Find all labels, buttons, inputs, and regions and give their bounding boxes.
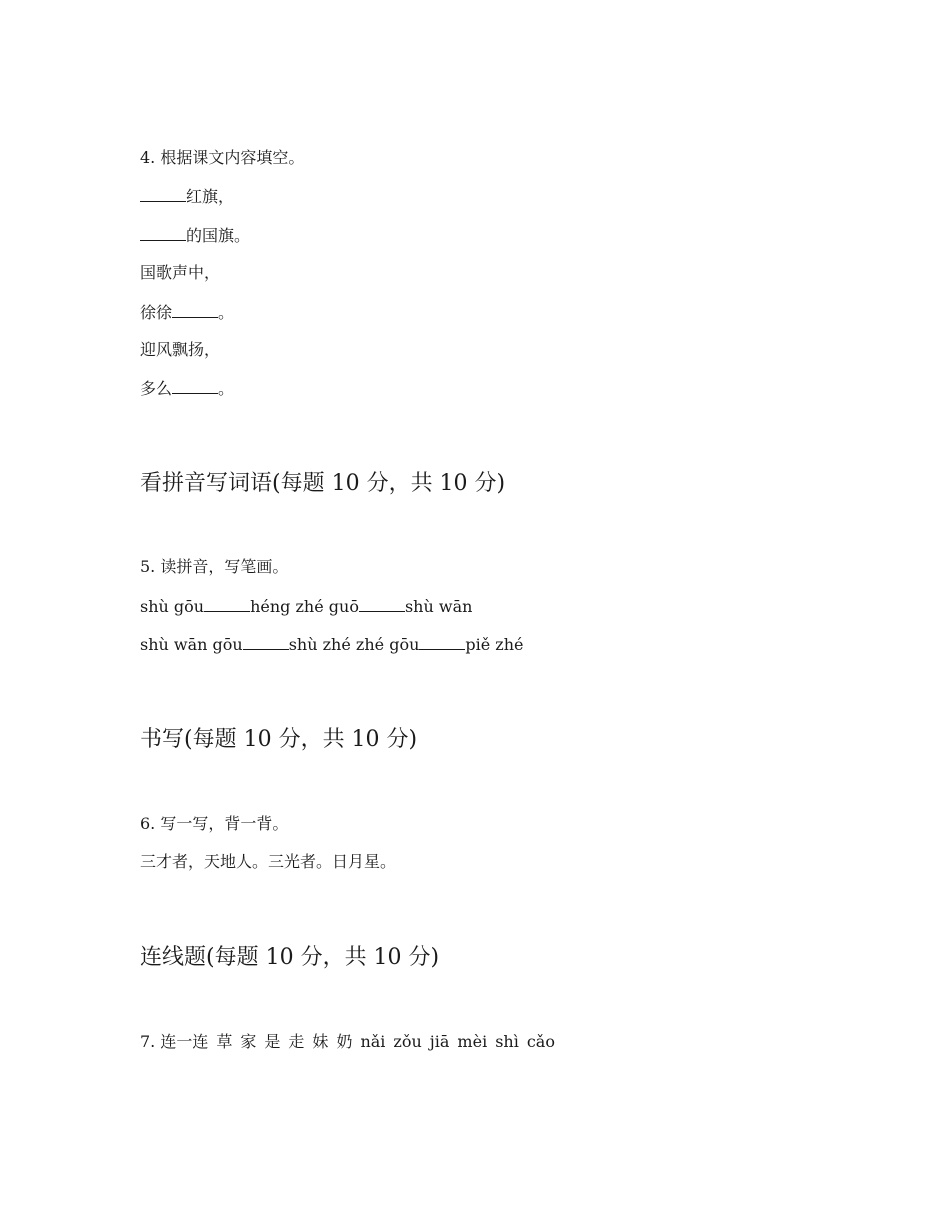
recite-text: 三才者，天地人。三光者。日月星。 <box>140 852 397 871</box>
stroke-row-1 <box>140 596 472 617</box>
pinyin-item: shù wān <box>404 597 473 616</box>
fill-line-3 <box>140 263 220 283</box>
pinyin-item: piě zhé <box>465 635 524 654</box>
match-pinyin[interactable]: jiā <box>429 1032 450 1051</box>
question-4-prompt: 4. 根据课文内容填空。 <box>140 148 305 167</box>
stroke-row-2 <box>140 634 524 655</box>
answer-blank[interactable] <box>172 378 218 394</box>
question-7-prompt: 7. 连一连 <box>140 1032 209 1051</box>
match-char[interactable]: 草 <box>216 1032 233 1051</box>
section-heading-writing: 书写(每题 10 分，共 10 分) <box>140 727 418 752</box>
answer-blank[interactable] <box>140 225 186 241</box>
match-char[interactable]: 奶 <box>336 1032 353 1051</box>
section-heading-pinyin: 看拼音写词语(每题 10 分，共 10 分) <box>140 471 506 496</box>
answer-blank[interactable] <box>140 186 186 202</box>
line-text: 迎风飘扬， <box>140 340 221 359</box>
fill-line-4 <box>140 302 234 323</box>
line-text-after: 的国旗。 <box>186 226 251 245</box>
match-char[interactable]: 是 <box>264 1032 281 1051</box>
fill-line-5 <box>140 340 220 360</box>
match-pinyin[interactable]: shì <box>495 1032 519 1051</box>
answer-blank[interactable] <box>359 596 405 612</box>
question-5-prompt: 5. 读拼音，写笔画。 <box>140 557 289 576</box>
match-char[interactable]: 走 <box>288 1032 305 1051</box>
answer-blank[interactable] <box>419 634 465 650</box>
match-char[interactable]: 妹 <box>312 1032 329 1051</box>
line-text-after: 。 <box>218 303 235 322</box>
match-pinyin[interactable]: zǒu <box>393 1032 422 1051</box>
match-pinyin[interactable]: mèi <box>457 1032 488 1051</box>
line-text: 国歌声中， <box>140 263 221 282</box>
line-text-before: 多么 <box>140 379 173 398</box>
pinyin-item: shù gōu <box>140 597 205 616</box>
fill-line-2 <box>140 225 250 246</box>
answer-blank[interactable] <box>204 596 250 612</box>
fill-line-6 <box>140 378 234 399</box>
section-heading-matching: 连线题(每题 10 分，共 10 分) <box>140 945 440 970</box>
line-text-before: 徐徐 <box>140 303 173 322</box>
match-pinyin[interactable]: nǎi <box>360 1032 386 1051</box>
line-text-after: 红旗， <box>186 187 235 206</box>
question-6-prompt: 6. 写一写，背一背。 <box>140 814 289 833</box>
line-text-after: 。 <box>218 379 235 398</box>
pinyin-item: héng zhé guō <box>250 597 359 616</box>
match-char[interactable]: 家 <box>240 1032 257 1051</box>
answer-blank[interactable] <box>172 302 218 318</box>
answer-blank[interactable] <box>243 634 289 650</box>
fill-line-1 <box>140 186 234 207</box>
pinyin-item: shù wān gōu <box>140 635 243 654</box>
match-pinyin[interactable]: cǎo <box>526 1032 555 1051</box>
question-7-line <box>140 1032 555 1052</box>
pinyin-item: shù zhé zhé gōu <box>288 635 420 654</box>
